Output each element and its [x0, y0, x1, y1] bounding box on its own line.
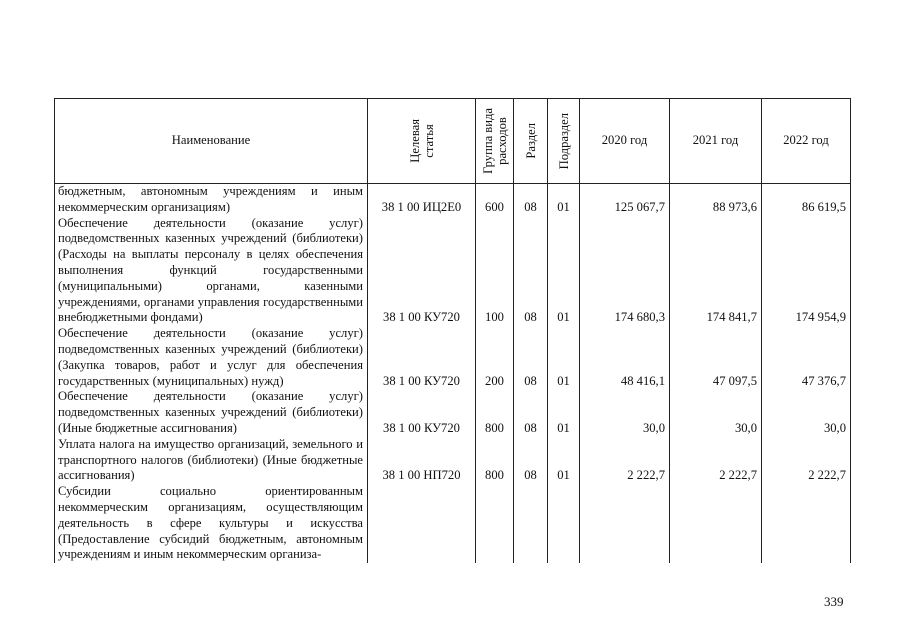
row-name: Обеспечение деятельности (оказание услуг) подведомственных казенных учреждений (библиотеки) (Расходы на выплаты персоналу в целях обеспечения выполнения функций государственными (муниципальными) органами, казенными учреждениями, органами управления государственными внебюджетными фондами): [55, 216, 368, 327]
header-expense-group: Группа вида расходов: [476, 99, 514, 184]
table-header-row: [55, 99, 851, 184]
row-year-2022: 47 376,7: [762, 326, 851, 389]
row-year-2022: 30,0: [762, 389, 851, 436]
row-year-2022: [762, 484, 851, 563]
header-year-2022: 2022 год: [762, 99, 851, 184]
row-expense-group: 100: [476, 216, 514, 327]
row-expense-group: 800: [476, 389, 514, 436]
row-year-2020: 174 680,3: [580, 216, 670, 327]
row-year-2022: 2 222,7: [762, 437, 851, 484]
row-year-2022: 86 619,5: [762, 184, 851, 216]
row-section: 08: [514, 437, 548, 484]
row-year-2021: [670, 484, 762, 563]
table-row: [55, 326, 851, 389]
row-section: [514, 484, 548, 563]
row-section: 08: [514, 326, 548, 389]
header-subsection: Подраздел: [548, 99, 580, 184]
row-year-2021: 47 097,5: [670, 326, 762, 389]
row-expense-group: 200: [476, 326, 514, 389]
row-year-2021: 30,0: [670, 389, 762, 436]
row-expense-group: 600: [476, 184, 514, 216]
row-name: Субсидии социально ориентированным некоммерческим организациям, осуществляющим деятельность в сфере культуры и искусства (Предоставление субсидий бюджетным, автономным учреждениям и иным некоммерческим организа-: [55, 484, 368, 563]
table-row: [55, 389, 851, 436]
row-name: Обеспечение деятельности (оказание услуг) подведомственных казенных учреждений (библиотеки) (Иные бюджетные ассигнования): [55, 389, 368, 436]
row-expense-group: 800: [476, 437, 514, 484]
row-target-article: 38 1 00 КУ720: [368, 389, 476, 436]
row-subsection: 01: [548, 326, 580, 389]
page-number: 339: [824, 594, 844, 609]
row-name: бюджетным, автономным учреждениям и иным некоммерческим организациям): [55, 184, 368, 216]
table-row: [55, 216, 851, 327]
row-year-2020: 2 222,7: [580, 437, 670, 484]
row-year-2021: 2 222,7: [670, 437, 762, 484]
table-row: [55, 437, 851, 484]
row-section: 08: [514, 216, 548, 327]
row-subsection: 01: [548, 184, 580, 216]
table-row: [55, 484, 851, 563]
header-section: Раздел: [514, 99, 548, 184]
row-year-2021: 174 841,7: [670, 216, 762, 327]
row-name: Обеспечение деятельности (оказание услуг) подведомственных казенных учреждений (библиотеки) (Закупка товаров, работ и услуг для обеспечения государственных (муниципальных) нужд): [55, 326, 368, 389]
budget-table: [54, 98, 851, 563]
row-year-2020: [580, 484, 670, 563]
row-target-article: 38 1 00 ИЦ2Е0: [368, 184, 476, 216]
table-row: [55, 184, 851, 216]
row-section: 08: [514, 184, 548, 216]
row-expense-group: [476, 484, 514, 563]
row-target-article: 38 1 00 НП720: [368, 437, 476, 484]
row-subsection: [548, 484, 580, 563]
row-target-article: [368, 484, 476, 563]
row-target-article: 38 1 00 КУ720: [368, 326, 476, 389]
row-subsection: 01: [548, 389, 580, 436]
row-subsection: 01: [548, 216, 580, 327]
header-year-2021: 2021 год: [670, 99, 762, 184]
header-year-2020: 2020 год: [580, 99, 670, 184]
row-year-2022: 174 954,9: [762, 216, 851, 327]
row-subsection: 01: [548, 437, 580, 484]
header-target-article: Целевая статья: [368, 99, 476, 184]
row-year-2020: 125 067,7: [580, 184, 670, 216]
header-name: Наименование: [55, 99, 368, 184]
row-year-2020: 48 416,1: [580, 326, 670, 389]
budget-table-container: [54, 98, 850, 563]
row-section: 08: [514, 389, 548, 436]
row-target-article: 38 1 00 КУ720: [368, 216, 476, 327]
row-year-2021: 88 973,6: [670, 184, 762, 216]
row-name: Уплата налога на имущество организаций, земельного и транспортного налогов (библиотеки) (Иные бюджетные ассигнования): [55, 437, 368, 484]
row-year-2020: 30,0: [580, 389, 670, 436]
